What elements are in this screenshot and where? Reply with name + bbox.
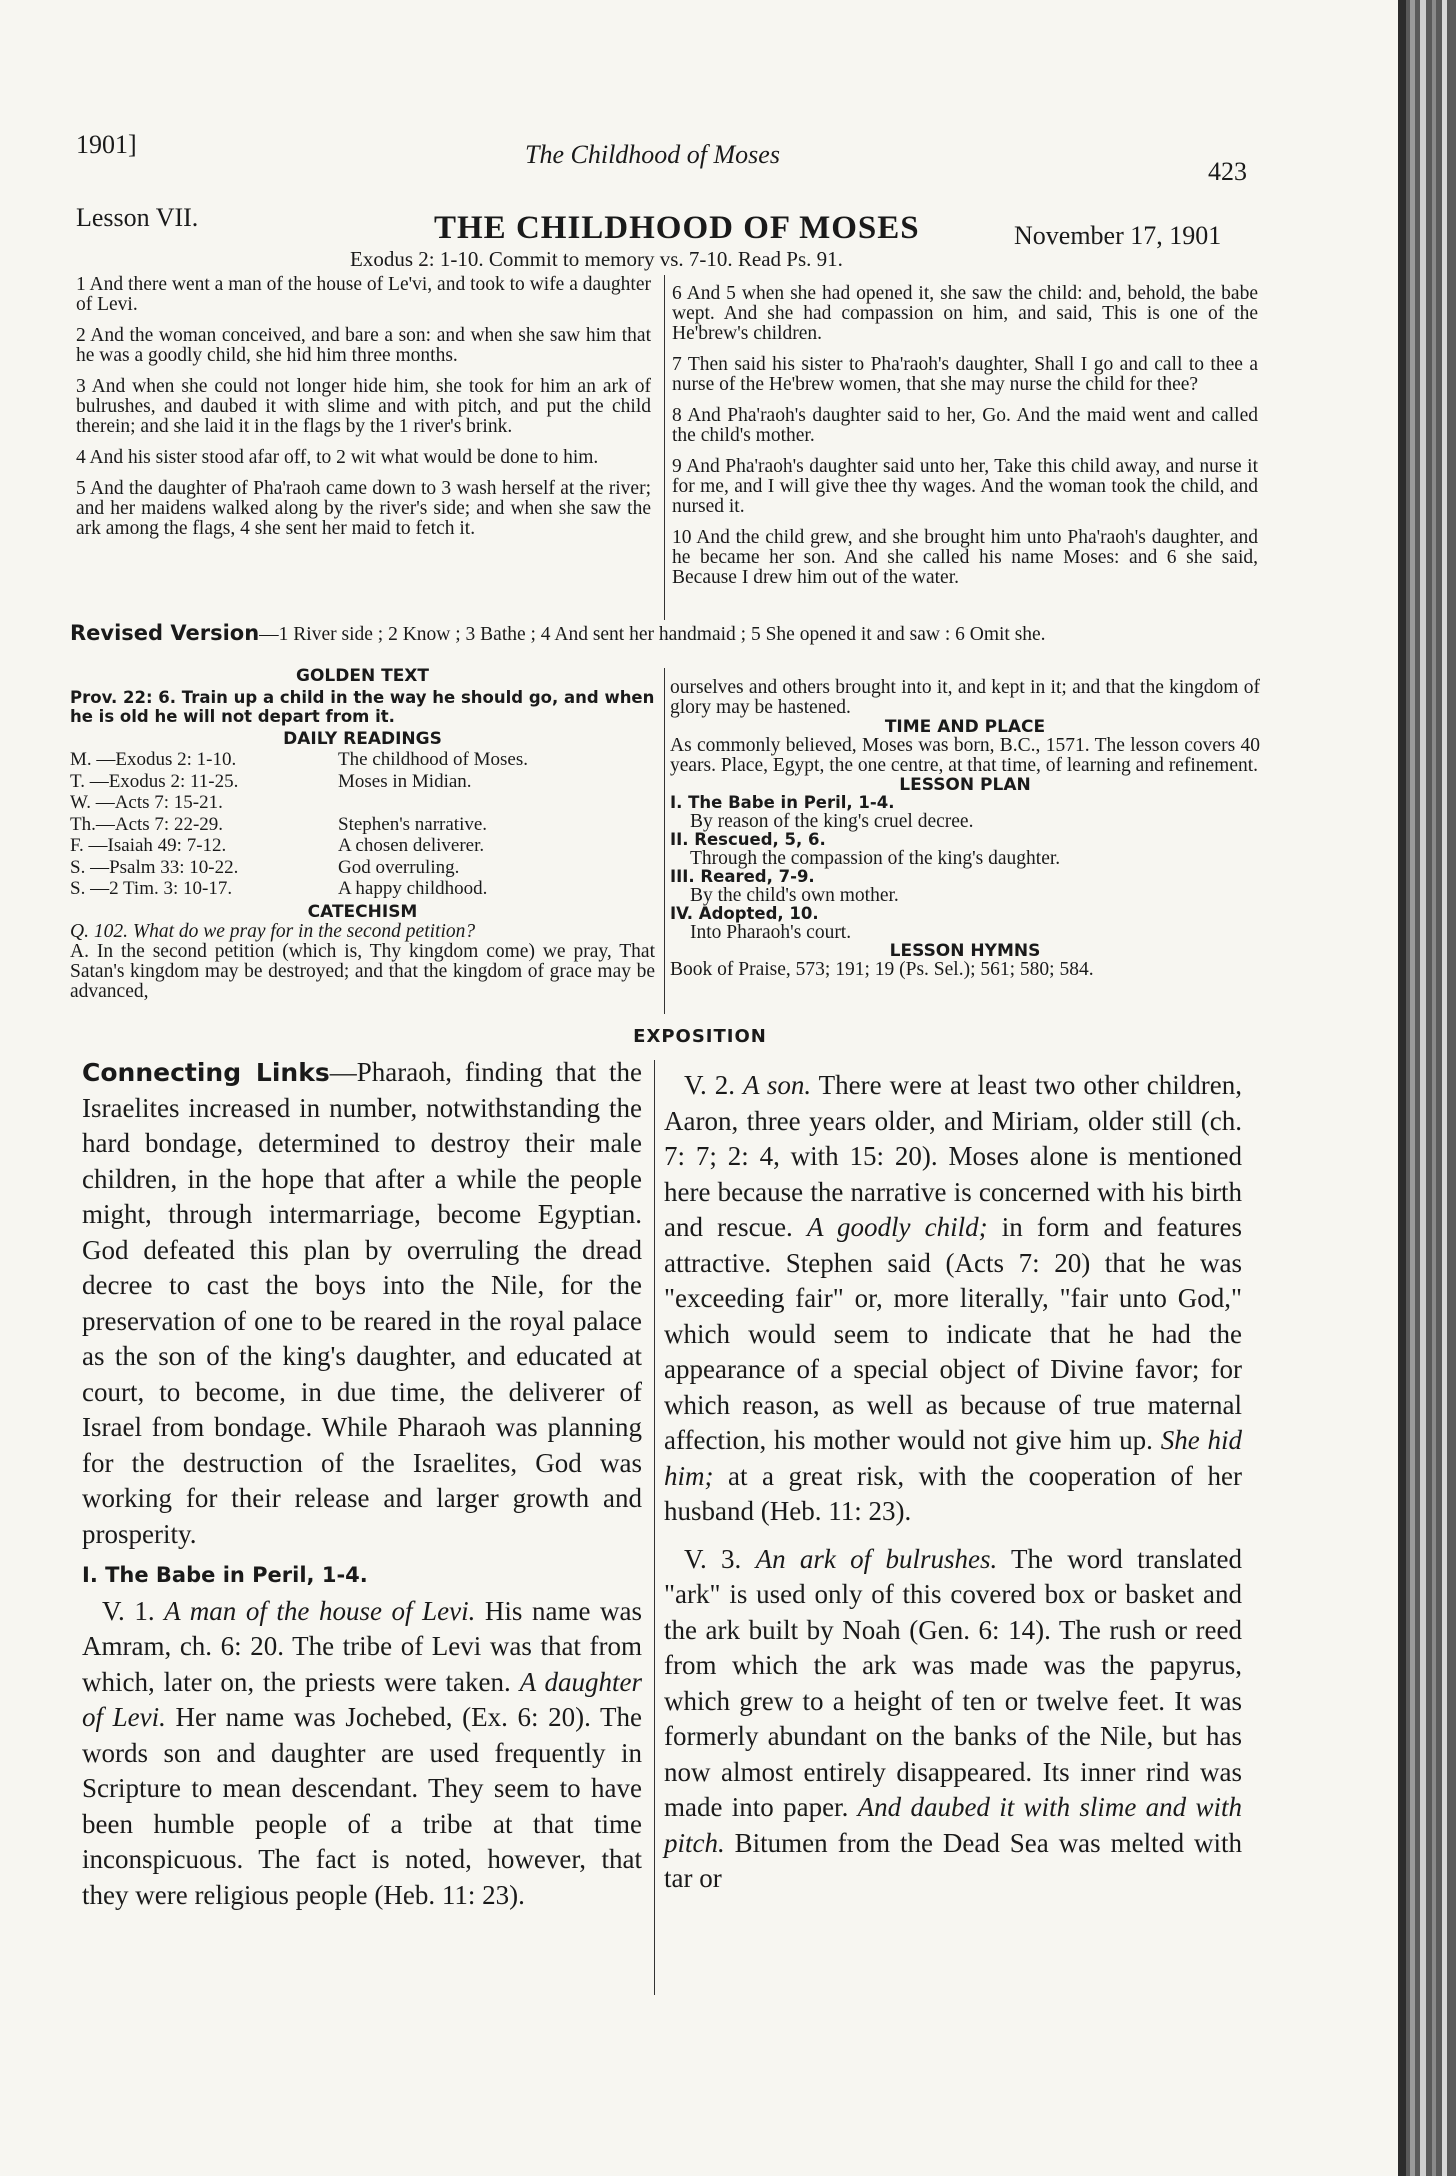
scripture-left xyxy=(76,275,651,550)
reading-title: A chosen deliverer. xyxy=(338,835,485,856)
book-edge xyxy=(1398,0,1406,2176)
book-edge xyxy=(1442,0,1447,2176)
revised-version-text: —1 River side ; 2 Know ; 3 Bathe ; 4 And sent her handmaid ; 5 She opened it and saw : 6 Omit she. xyxy=(259,624,1046,645)
column-rule xyxy=(654,1060,655,1995)
lesson-title: THE CHILDHOOD OF MOSES xyxy=(434,210,920,246)
lesson-reference: Exodus 2: 1-10. Commit to memory vs. 7-10. Read Ps. 91. xyxy=(350,247,843,271)
lesson-number: Lesson VII. xyxy=(76,203,199,232)
verse-phrase: A goodly child; xyxy=(806,1212,988,1242)
connecting-links-text: —Pharaoh, finding that the Israelites increased in number, notwithstanding the hard bondage, determined to destroy their male children, in the hope that after a while the people might, through intermarriage, become Egyptian. God defeated this plan by overruling the dread decree to cast the boys into the Nile, for the preservation of one to be reared in the royal palace as the son of the king's daughter, and educated at court, to become, in due time, the deliverer of Israel from bondage. While Pharaoh was planning for the destruction of the Israelites, God was working for their release and larger growth and prosperity. xyxy=(82,1057,642,1549)
time-place-heading: TIME AND PLACE xyxy=(884,717,1046,737)
verse-note-1 xyxy=(82,1594,642,1914)
verse-label: V. 3. xyxy=(684,1543,742,1574)
book-edge xyxy=(1410,0,1415,2176)
exposition-right xyxy=(664,1068,1242,1897)
plan-item-sub: By reason of the king's cruel decree. xyxy=(690,811,974,832)
verse-phrase: A man of the house of Levi. xyxy=(164,1595,476,1626)
exposition-left xyxy=(82,1055,642,1913)
verse-note-text: Bitumen from the Dead Sea was melted with tar or xyxy=(664,1827,1242,1893)
catechism-answer: A. In the second petition (which is, Thy kingdom come) we pray, That Satan's kingdom may be destroyed; and that the kingdom of grace may be advanced, xyxy=(70,940,655,1002)
reading-ref: T. —Exodus 2: 11-25. xyxy=(70,770,239,792)
catechism-heading: CATECHISM xyxy=(307,901,418,922)
reading-row xyxy=(70,814,655,836)
connecting-links-label: Connecting Links xyxy=(82,1058,330,1087)
verse-note-text: in form and features attractive. Stephen said (Acts 7: 20) that he was "exceeding fair" or, more literally, "fair unto God," which would seem to indicate that he had the appearance of a special object of Divine favor; for which reason, as well as because of true maternal affection, his mother would not give him up. xyxy=(664,1212,1243,1455)
plan-item-title: IV. Adopted, 10. xyxy=(670,904,819,923)
page-number: 423 xyxy=(1208,157,1247,186)
plan-item-title: I. The Babe in Peril, 1-4. xyxy=(670,793,895,812)
lesson-hymns-text: Book of Praise, 573; 191; 19 (Ps. Sel.); 561; 580; 584. xyxy=(670,959,1094,980)
verse-phrase: And daubed it with slime and with pitch. xyxy=(664,1792,1243,1858)
verse: 10 And the child grew, and she brought him unto Pha'raoh's daughter, and he became her son. And she called his name Moses: and 6 she said, Because I drew him out of the water. xyxy=(672,527,1258,588)
verse: 3 And when she could not longer hide him, she took for him an ark of bulrushes, and daubed it with slime and with pitch, and put the child therein; and she laid it in the flags by the 1 river's brink. xyxy=(76,376,651,437)
running-title: The Childhood of Moses xyxy=(525,140,780,169)
revised-version xyxy=(70,622,1260,646)
reading-title: Moses in Midian. xyxy=(338,770,472,792)
book-edge xyxy=(1432,0,1436,2176)
reading-title: God overruling. xyxy=(338,856,460,878)
book-edge xyxy=(1420,0,1426,2176)
golden-text: Prov. 22: 6. Train up a child in the way he should go, and when he is old he will not depart from it. xyxy=(70,688,655,726)
scripture-right xyxy=(672,284,1258,599)
plan-item-sub: Into Pharaoh's court. xyxy=(690,922,852,943)
verse-note-text: Her name was Jochebed, (Ex. 6: 20). The words son and daughter are used frequently in Scripture to mean descendant. They seem to have been humble people of a tribe at that time inconspicuous. The fact is noted, however, that they were religious people (Heb. 11: 23). xyxy=(82,1702,643,1910)
revised-version-label: Revised Version xyxy=(70,621,260,645)
reading-row xyxy=(70,792,655,814)
catechism-continued: ourselves and others brought into it, and kept in it; and that the kingdom of glory may be hastened. xyxy=(670,677,1260,718)
verse: 5 And the daughter of Pha'raoh came down to 3 wash herself at the river; and her maidens walked along by the river's side; and when she saw the ark among the flags, 4 she sent her maid to fetch it. xyxy=(76,478,651,539)
verse: 2 And the woman conceived, and bare a son: and when she saw him that he was a goodly child, she hid him three months. xyxy=(76,325,651,366)
verse-note-2 xyxy=(664,1068,1242,1530)
lesson-helps-right xyxy=(670,678,1260,980)
verse-label: V. 2. xyxy=(684,1070,735,1100)
lesson-plan-heading: LESSON PLAN xyxy=(899,775,1031,795)
verse-label: V. 1. xyxy=(102,1595,155,1626)
daily-readings-heading: DAILY READINGS xyxy=(283,729,442,749)
plan-item-title: II. Rescued, 5, 6. xyxy=(670,830,826,849)
reading-row xyxy=(70,771,655,793)
plan-item-sub: Through the compassion of the king's daughter. xyxy=(690,848,1061,869)
plan-item-title: III. Reared, 7-9. xyxy=(670,867,815,886)
verse: 8 And Pha'raoh's daughter said to her, Go. And the maid went and called the child's mother. xyxy=(672,405,1258,446)
verse: 7 Then said his sister to Pha'raoh's daughter, Shall I go and call to thee a nurse of the He'brew women, that she may nurse the child for thee? xyxy=(672,354,1258,395)
reading-title: Stephen's narrative. xyxy=(338,813,488,835)
section-heading: I. The Babe in Peril, 1-4. xyxy=(82,1563,368,1587)
verse: 1 And there went a man of the house of Le'vi, and took to wife a daughter of Levi. xyxy=(76,274,651,315)
catechism-number: Q. 102. xyxy=(70,920,128,942)
reading-title: The childhood of Moses. xyxy=(338,749,528,770)
reading-ref: Th.—Acts 7: 22-29. xyxy=(70,813,224,835)
reading-row xyxy=(70,835,655,857)
verse-note-text: The word translated "ark" is used only of this covered box or basket and the ark built by Noah (Gen. 6: 14). The rush or reed from which the ark was made was the papyrus, which grew to a height of ten or twelve feet. It was formerly abundant on the banks of the Nile, but has now almost entirely disappeared. Its inner rind was made into paper. xyxy=(664,1543,1243,1822)
reading-title xyxy=(338,792,655,814)
verse-note-text: at a great risk, with the cooperation of her husband (Heb. 11: 23). xyxy=(664,1460,1242,1526)
column-rule xyxy=(664,668,665,1014)
reading-ref: S. —Psalm 33: 10-22. xyxy=(70,856,239,878)
verse-phrase: A daughter of Levi. xyxy=(82,1666,643,1732)
verse-phrase: A son. xyxy=(742,1070,812,1100)
daily-readings-table xyxy=(70,749,655,900)
verse-phrase: She hid him; xyxy=(664,1425,1242,1491)
verse: 6 And 5 when she had opened it, she saw the child: and, behold, the babe wept. And she had compassion on him, and said, This is one of the He'brew's children. xyxy=(672,283,1258,344)
column-rule xyxy=(664,275,665,620)
reading-row xyxy=(70,878,655,900)
lesson-helps-left xyxy=(70,666,655,1002)
golden-text-heading: GOLDEN TEXT xyxy=(295,666,430,686)
time-place-text: As commonly believed, Moses was born, B.C., 1571. The lesson covers 40 years. Place, Egypt, the one centre, at that time, of learning and refinement. xyxy=(670,735,1260,776)
lesson-date: November 17, 1901 xyxy=(1014,221,1222,250)
reading-row xyxy=(70,749,655,771)
catechism-question-text: What do we pray for in the second petition? xyxy=(132,920,476,942)
reading-row xyxy=(70,857,655,879)
reading-title: A happy childhood. xyxy=(338,878,488,899)
reading-ref: F. —Isaiah 49: 7-12. xyxy=(70,835,227,856)
verse-note-3 xyxy=(664,1542,1242,1897)
lesson-hymns-heading: LESSON HYMNS xyxy=(889,941,1041,961)
header-year: 1901] xyxy=(76,130,137,159)
verse-phrase: An ark of bulrushes. xyxy=(755,1543,998,1574)
reading-ref: S. —2 Tim. 3: 10-17. xyxy=(70,878,233,899)
reading-ref: W. —Acts 7: 15-21. xyxy=(70,792,223,813)
connecting-links xyxy=(82,1055,642,1552)
catechism-question xyxy=(70,922,655,942)
verse-note-text: His name was Amram, ch. 6: 20. The tribe of Levi was that from which, later on, the priests were taken. xyxy=(82,1595,643,1697)
plan-item-sub: By the child's own mother. xyxy=(690,885,899,906)
verse-note-text: There were at least two other children, Aaron, three years older, and Miriam, older still (ch. 7: 7; 2: 4, with 15: 20). Moses alone is mentioned here because the narrative is concerned with his birth and rescue. xyxy=(664,1070,1243,1242)
verse: 9 And Pha'raoh's daughter said unto her, Take this child away, and nurse it for me, and I will give thee thy wages. And the woman took the child, and nursed it. xyxy=(672,456,1258,517)
reading-ref: M. —Exodus 2: 1-10. xyxy=(70,749,237,770)
verse: 4 And his sister stood afar off, to 2 wit what would be done to him. xyxy=(76,447,599,468)
exposition-heading: EXPOSITION xyxy=(633,1026,767,1047)
